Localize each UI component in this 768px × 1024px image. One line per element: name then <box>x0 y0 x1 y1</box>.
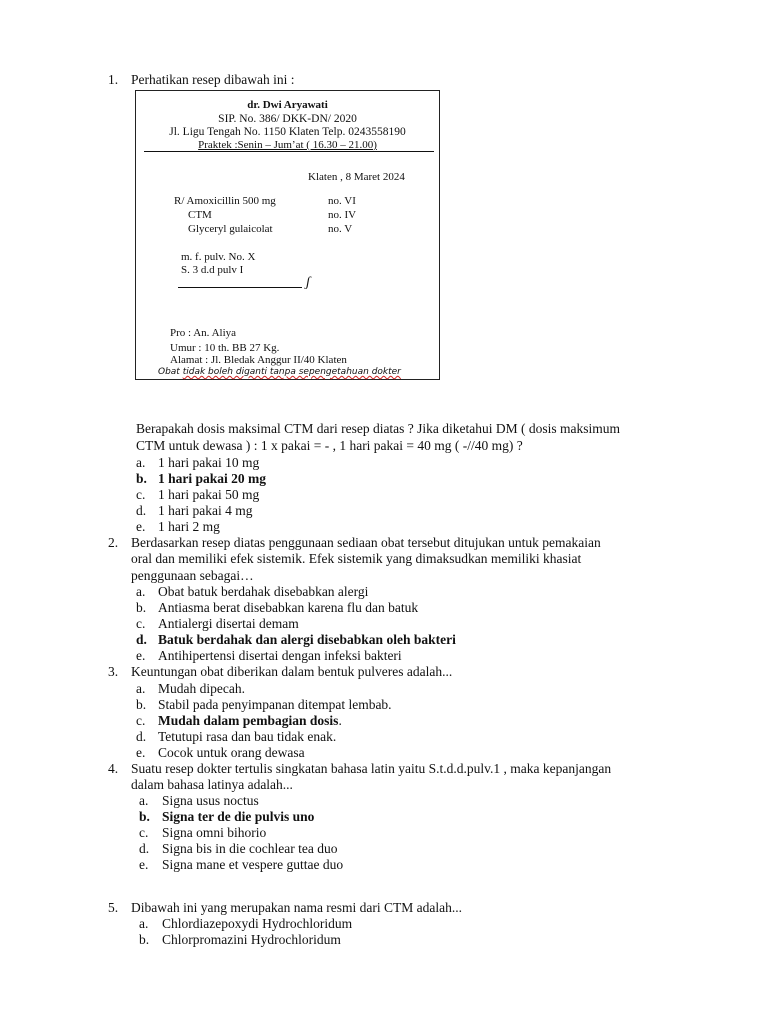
question-3-text: Keuntungan obat diberikan dalam bentuk pulveres adalah... <box>131 664 453 679</box>
option-text: Signa omni bihorio <box>162 825 267 840</box>
option-text-answer: Signa ter de die pulvis uno <box>162 809 315 824</box>
option-text: Cocok untuk orang dewasa <box>158 745 305 760</box>
option-letter: d. <box>136 729 147 744</box>
option-letter: c. <box>139 825 149 840</box>
option-text: Tetutupi rasa dan bau tidak enak. <box>158 729 337 744</box>
option-letter: b. <box>136 697 147 712</box>
question-2-text-line-3: penggunaan sebagai… <box>131 568 254 583</box>
option-text: Antialergi disertai demam <box>158 616 299 631</box>
prescription-header-rule <box>144 151 434 152</box>
option-letter: c. <box>136 616 146 631</box>
prescription-item-name: Glyceryl gulaicolat <box>188 223 273 235</box>
option-letter: e. <box>136 519 146 534</box>
prescription-note <box>158 367 401 377</box>
question-5-number: 5. <box>108 900 119 915</box>
prescription-practice: Praktek :Senin – Jum’at ( 16.30 – 21.00) <box>198 139 377 151</box>
option-text: Chlorpromazini Hydrochloridum <box>162 932 341 947</box>
prescription-doctor: dr. Dwi Aryawati <box>247 99 328 111</box>
option-letter: a. <box>136 584 146 599</box>
option-letter: b. <box>136 471 147 486</box>
prescription-mf: m. f. pulv. No. X <box>181 251 256 263</box>
prescription-patient-address: Alamat : Jl. Bledak Anggur II/40 Klaten <box>170 354 347 366</box>
prescription-item-name: R/ Amoxicillin 500 mg <box>174 195 276 207</box>
option-text: Antihipertensi disertai dengan infeksi bakteri <box>158 648 402 663</box>
prescription-box <box>135 90 440 380</box>
option-text: 1 hari pakai 4 mg <box>158 503 253 518</box>
prescription-address: Jl. Ligu Tengah No. 1150 Klaten Telp. 0243558190 <box>169 126 406 138</box>
option-text-answer: 1 hari pakai 20 mg <box>158 471 267 486</box>
prescription-paraf-line <box>178 287 302 288</box>
question-5-text: Dibawah ini yang merupakan nama resmi dari CTM adalah... <box>131 900 463 915</box>
option-text-answer: Batuk berdahak dan alergi disebabkan oleh bakteri <box>158 632 456 647</box>
option-text: Obat batuk berdahak disebabkan alergi <box>158 584 369 599</box>
question-1-intro: Perhatikan resep dibawah ini : <box>131 72 295 87</box>
option-text: Stabil pada penyimpanan ditempat lembab. <box>158 697 392 712</box>
question-1-text-line-1: Berapakah dosis maksimal CTM dari resep diatas ? Jika diketahui DM ( dosis maksimum <box>136 421 621 436</box>
question-1-number: 1. <box>108 72 119 87</box>
option-text: 1 hari 2 mg <box>158 519 220 534</box>
option-letter: a. <box>136 681 146 696</box>
option-letter: a. <box>139 916 149 931</box>
option-letter: e. <box>136 648 146 663</box>
prescription-note-prefix: Obat <box>158 367 183 377</box>
prescription-note-text: tidak boleh diganti tanpa sepengetahuan dokter <box>182 367 401 377</box>
option-letter: e. <box>136 745 146 760</box>
option-letter: a. <box>139 793 149 808</box>
option-letter: b. <box>139 932 150 947</box>
question-3-number: 3. <box>108 664 119 679</box>
option-text: Chlordiazepoxydi Hydrochloridum <box>162 916 353 931</box>
question-4-number: 4. <box>108 761 119 776</box>
option-letter: d. <box>139 841 150 856</box>
option-text: 1 hari pakai 10 mg <box>158 455 260 470</box>
question-2-number: 2. <box>108 535 119 550</box>
option-text: Antiasma berat disebabkan karena flu dan batuk <box>158 600 419 615</box>
prescription-sip: SIP. No. 386/ DKK-DN/ 2020 <box>218 113 357 125</box>
question-2-text-line-1: Berdasarkan resep diatas penggunaan sediaan obat tersebut ditujukan untuk pemakaian <box>131 535 601 550</box>
prescription-paraf-mark: ʃ <box>306 275 311 290</box>
option-text: 1 hari pakai 50 mg <box>158 487 260 502</box>
prescription-patient-name: Pro : An. Aliya <box>170 327 237 339</box>
prescription-item-name: CTM <box>188 209 212 221</box>
prescription-place-date: Klaten , 8 Maret 2024 <box>308 171 405 183</box>
option-text: Signa bis in die cochlear tea duo <box>162 841 338 856</box>
option-letter: e. <box>139 857 149 872</box>
option-letter: b. <box>139 809 150 824</box>
option-text-suffix: . <box>338 713 342 728</box>
option-letter: c. <box>136 487 146 502</box>
question-2-text-line-2: oral dan memiliki efek sistemik. Efek sistemik yang dimaksudkan memiliki khasiat <box>131 551 582 566</box>
option-text: Signa mane et vespere guttae duo <box>162 857 344 872</box>
option-letter: d. <box>136 632 147 647</box>
option-text: Signa usus noctus <box>162 793 259 808</box>
prescription-item-qty: no. VI <box>328 195 356 207</box>
prescription-signa: S. 3 d.d pulv I <box>181 264 244 276</box>
question-1-text-line-2: CTM untuk dewasa ) : 1 x pakai = - , 1 hari pakai = 40 mg ( -//40 mg) ? <box>136 438 523 453</box>
option-letter: b. <box>136 600 147 615</box>
option-letter: c. <box>136 713 146 728</box>
prescription-item-qty: no. V <box>328 223 353 235</box>
prescription-patient-age: Umur : 10 th. BB 27 Kg. <box>170 342 280 354</box>
option-text-answer <box>158 713 342 729</box>
question-4-text-line-1: Suatu resep dokter tertulis singkatan bahasa latin yaitu S.t.d.d.pulv.1 , maka kepanjangan <box>131 761 612 776</box>
option-letter: d. <box>136 503 147 518</box>
option-text-answer-bold: Mudah dalam pembagian dosis <box>158 713 339 728</box>
prescription-item-qty: no. IV <box>328 209 357 221</box>
option-text: Mudah dipecah. <box>158 681 245 696</box>
option-letter: a. <box>136 455 146 470</box>
question-4-text-line-2: dalam bahasa latinya adalah... <box>131 777 293 792</box>
